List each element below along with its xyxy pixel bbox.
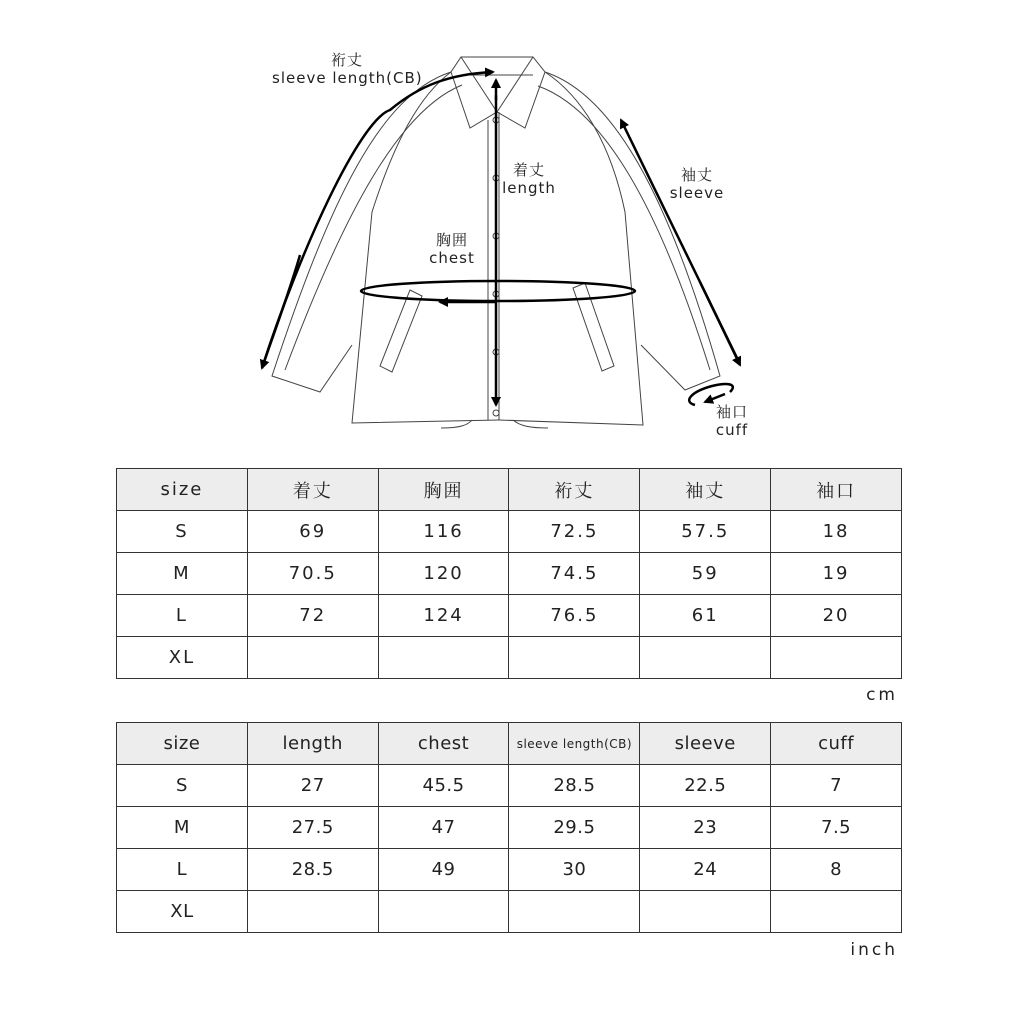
table-cell: 61 xyxy=(640,595,771,637)
table-cell: 69 xyxy=(247,511,378,553)
table-cell: M xyxy=(117,553,248,595)
table-cell xyxy=(640,891,771,933)
table-cell: 7.5 xyxy=(771,807,902,849)
size-table-inch xyxy=(116,722,902,933)
header-cell: size xyxy=(117,723,248,765)
table-row xyxy=(117,765,902,807)
table-cell: S xyxy=(117,511,248,553)
table-cell: 24 xyxy=(640,849,771,891)
header-cell: 胸囲 xyxy=(378,469,509,511)
label-jp: 胸囲 xyxy=(435,231,468,249)
jacket-illustration xyxy=(0,0,1024,450)
header-cell: 着丈 xyxy=(247,469,378,511)
label-jp: 着丈 xyxy=(512,161,545,179)
table-cell: M xyxy=(117,807,248,849)
table-row xyxy=(117,553,902,595)
table-cell: 57.5 xyxy=(640,511,771,553)
label-jp: 袖口 xyxy=(715,403,748,421)
table-cell: 18 xyxy=(771,511,902,553)
table-cell xyxy=(247,637,378,679)
table-cell xyxy=(509,637,640,679)
table-cell: 22.5 xyxy=(640,765,771,807)
table-cell: 45.5 xyxy=(378,765,509,807)
table-cell: 29.5 xyxy=(509,807,640,849)
label-chest xyxy=(424,231,480,267)
header-cell: 裄丈 xyxy=(509,469,640,511)
table-row xyxy=(117,891,902,933)
table-cell: 7 xyxy=(771,765,902,807)
label-cuff xyxy=(712,403,752,439)
table-cell xyxy=(771,637,902,679)
table-cell xyxy=(247,891,378,933)
header-cell: chest xyxy=(378,723,509,765)
table-cell: 19 xyxy=(771,553,902,595)
label-en: sleeve xyxy=(669,184,725,202)
table-cell: 47 xyxy=(378,807,509,849)
table-cell: 59 xyxy=(640,553,771,595)
label-en: length xyxy=(502,179,556,197)
unit-label-cm: cm xyxy=(866,685,898,705)
header-cell: 袖丈 xyxy=(640,469,771,511)
label-en: cuff xyxy=(715,421,749,439)
table-cell xyxy=(771,891,902,933)
table-cell: 70.5 xyxy=(247,553,378,595)
table-cell: 72.5 xyxy=(509,511,640,553)
label-jp: 裄丈 xyxy=(330,51,363,69)
unit-label-inch: inch xyxy=(850,940,898,960)
table-row xyxy=(117,849,902,891)
header-cell: cuff xyxy=(771,723,902,765)
label-sleeve-length-cb xyxy=(272,51,422,87)
table-cell xyxy=(378,891,509,933)
table-cell xyxy=(378,637,509,679)
label-sleeve xyxy=(666,166,728,202)
label-jp: 袖丈 xyxy=(680,166,713,184)
table-cell: 27 xyxy=(247,765,378,807)
table-cell: 28.5 xyxy=(509,765,640,807)
size-table-cm xyxy=(116,468,902,679)
table-header-row xyxy=(117,723,902,765)
jacket-diagram xyxy=(0,0,1024,450)
table-cell: 120 xyxy=(378,553,509,595)
header-cell: length xyxy=(247,723,378,765)
table-header-row xyxy=(117,469,902,511)
table-cell: 76.5 xyxy=(509,595,640,637)
table-row xyxy=(117,595,902,637)
table-cell: 49 xyxy=(378,849,509,891)
table-cell: 30 xyxy=(509,849,640,891)
table-cell xyxy=(640,637,771,679)
table-row xyxy=(117,637,902,679)
table-cell: 23 xyxy=(640,807,771,849)
table-cell: 8 xyxy=(771,849,902,891)
table-cell: 116 xyxy=(378,511,509,553)
sleeve-length-arrow xyxy=(262,72,493,368)
table-cell: 20 xyxy=(771,595,902,637)
table-cell: 124 xyxy=(378,595,509,637)
label-en: sleeve length(CB) xyxy=(272,69,423,87)
table-cell: 28.5 xyxy=(247,849,378,891)
table-cell: 72 xyxy=(247,595,378,637)
header-cell: sleeve length(CB) xyxy=(509,723,640,765)
table-cell: XL xyxy=(117,891,248,933)
header-cell: size xyxy=(117,469,248,511)
table-cell: XL xyxy=(117,637,248,679)
table-cell: 27.5 xyxy=(247,807,378,849)
header-cell: sleeve xyxy=(640,723,771,765)
label-en: chest xyxy=(429,249,475,267)
table-row xyxy=(117,807,902,849)
table-cell: L xyxy=(117,595,248,637)
table-cell: 74.5 xyxy=(509,553,640,595)
table-cell xyxy=(509,891,640,933)
table-cell: S xyxy=(117,765,248,807)
label-length xyxy=(497,161,561,197)
header-cell: 袖口 xyxy=(771,469,902,511)
table-cell: L xyxy=(117,849,248,891)
table-row xyxy=(117,511,902,553)
